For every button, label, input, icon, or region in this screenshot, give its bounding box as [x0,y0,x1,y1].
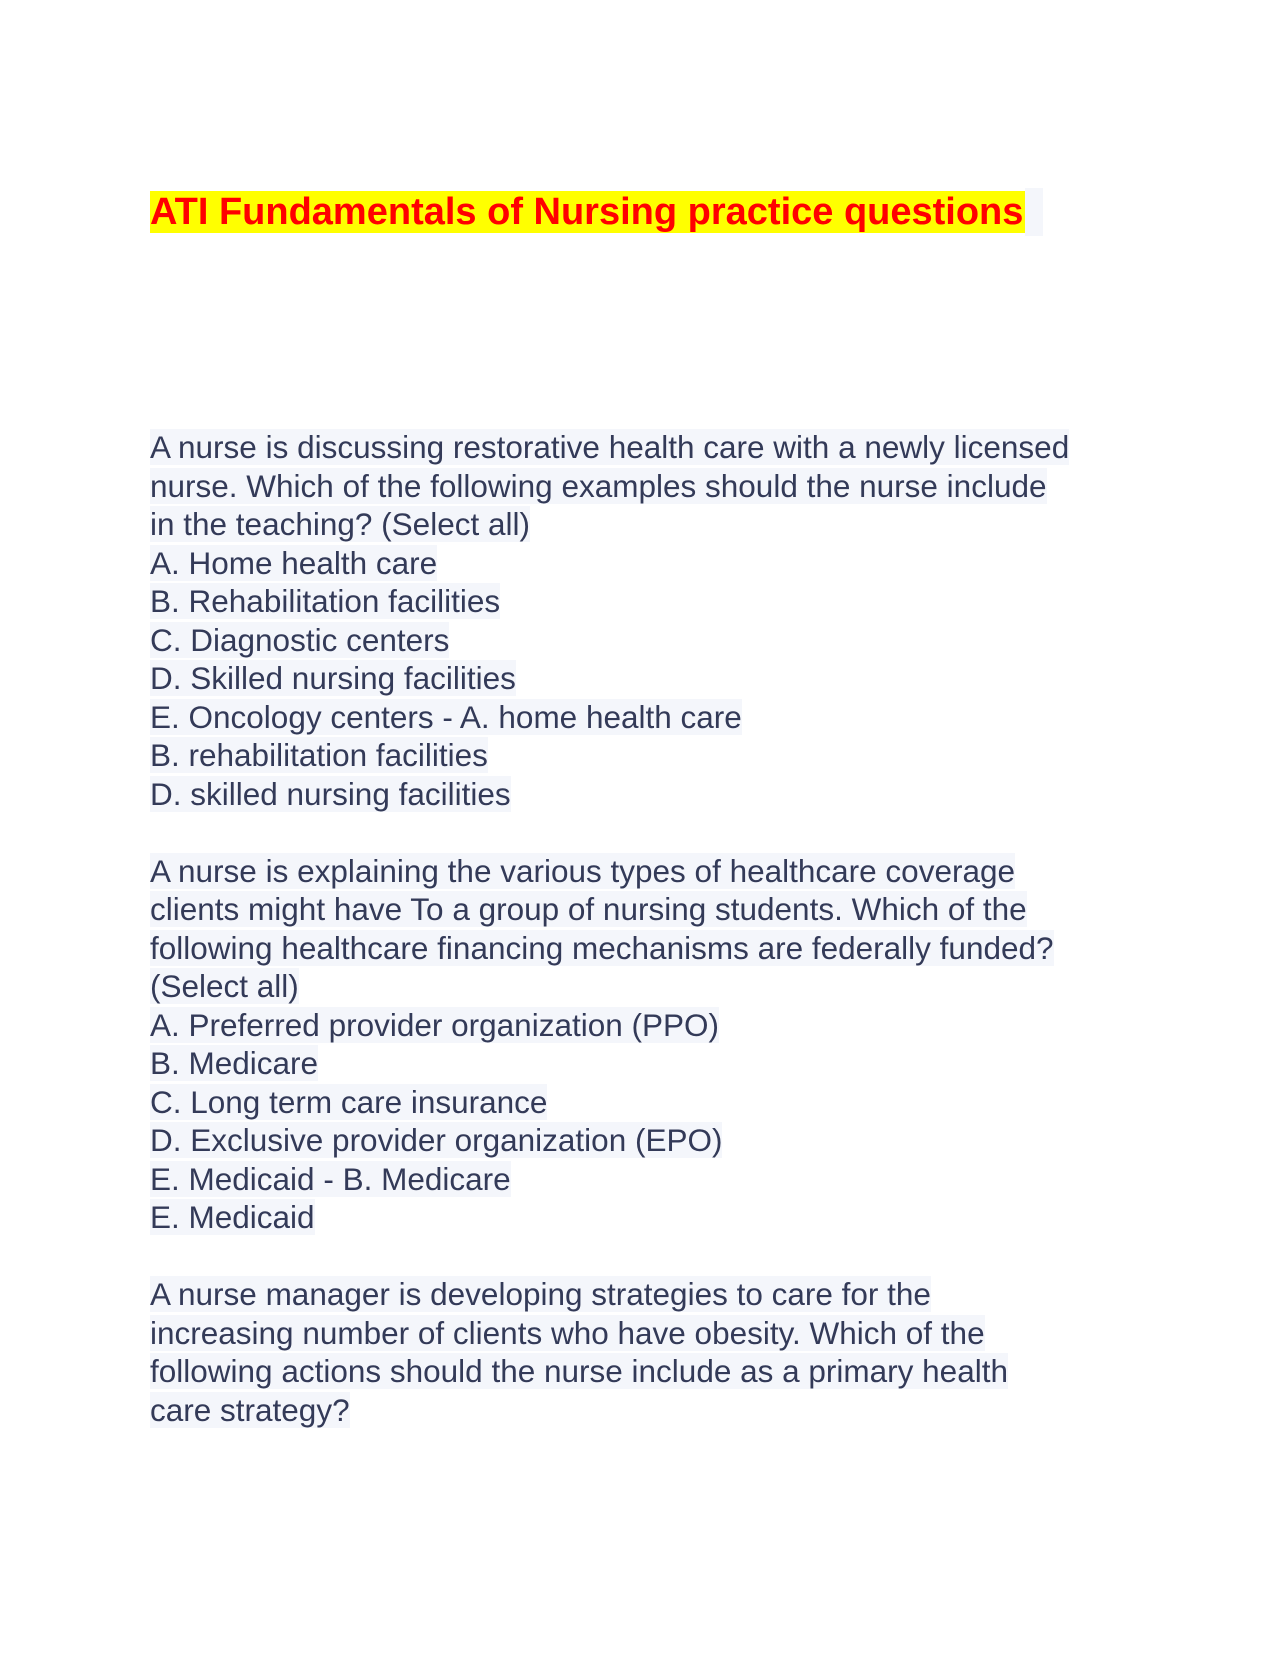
question-stem-line: A nurse manager is developing strategies to care for the [150,1276,931,1312]
question-separator [150,1237,1150,1276]
answer-option-line: C. Long term care insurance [150,1083,548,1120]
question-stem-line: increasing number of clients who have obesity. Which of the [150,1314,985,1351]
answer-option-line: C. Diagnostic centers [150,621,450,658]
question-separator [150,813,1150,852]
document-body [150,428,1150,1429]
question-stem-line: nurse. Which of the following examples should the nurse include [150,467,1047,504]
answer-option-line: E. Medicaid - B. Medicare [150,1160,511,1197]
question-stem-line: following actions should the nurse include as a primary health [150,1353,1008,1389]
question-stem-line: A nurse is discussing restorative health care with a newly licensed [150,429,1070,465]
page-title [150,188,1043,236]
question-stem-line: A nurse is explaining the various types of healthcare coverage [150,852,1016,889]
answer-option-line: E. Oncology centers - A. home health care [150,698,742,735]
page-title-text: ATI Fundamentals of Nursing practice questions [150,191,1024,233]
answer-option-line: B. Medicare [150,1045,319,1081]
answer-option-line: D. Exclusive provider organization (EPO) [150,1122,723,1158]
question-stem-line: (Select all) [150,968,299,1004]
answer-option-line: A. Home health care [150,544,438,581]
answer-option-line: A. Preferred provider organization (PPO) [150,1006,719,1043]
question-stem-line: clients might have To a group of nursing students. Which of the [150,891,1027,927]
title-trailing-shade [1025,188,1043,236]
question-stem-line: in the teaching? (Select all) [150,506,530,542]
question-stem-line: following healthcare financing mechanisms are federally funded? [150,929,1054,966]
question-stem-line: care strategy? [150,1391,350,1428]
answer-option-line: B. rehabilitation facilities [150,737,488,773]
answer-option-line: E. Medicaid [150,1199,315,1235]
question-1 [150,428,1150,813]
question-2 [150,852,1150,1237]
answer-option-line: B. Rehabilitation facilities [150,583,501,619]
answer-option-line: D. Skilled nursing facilities [150,660,516,696]
answer-option-line: D. skilled nursing facilities [150,775,511,812]
question-3 [150,1275,1150,1429]
